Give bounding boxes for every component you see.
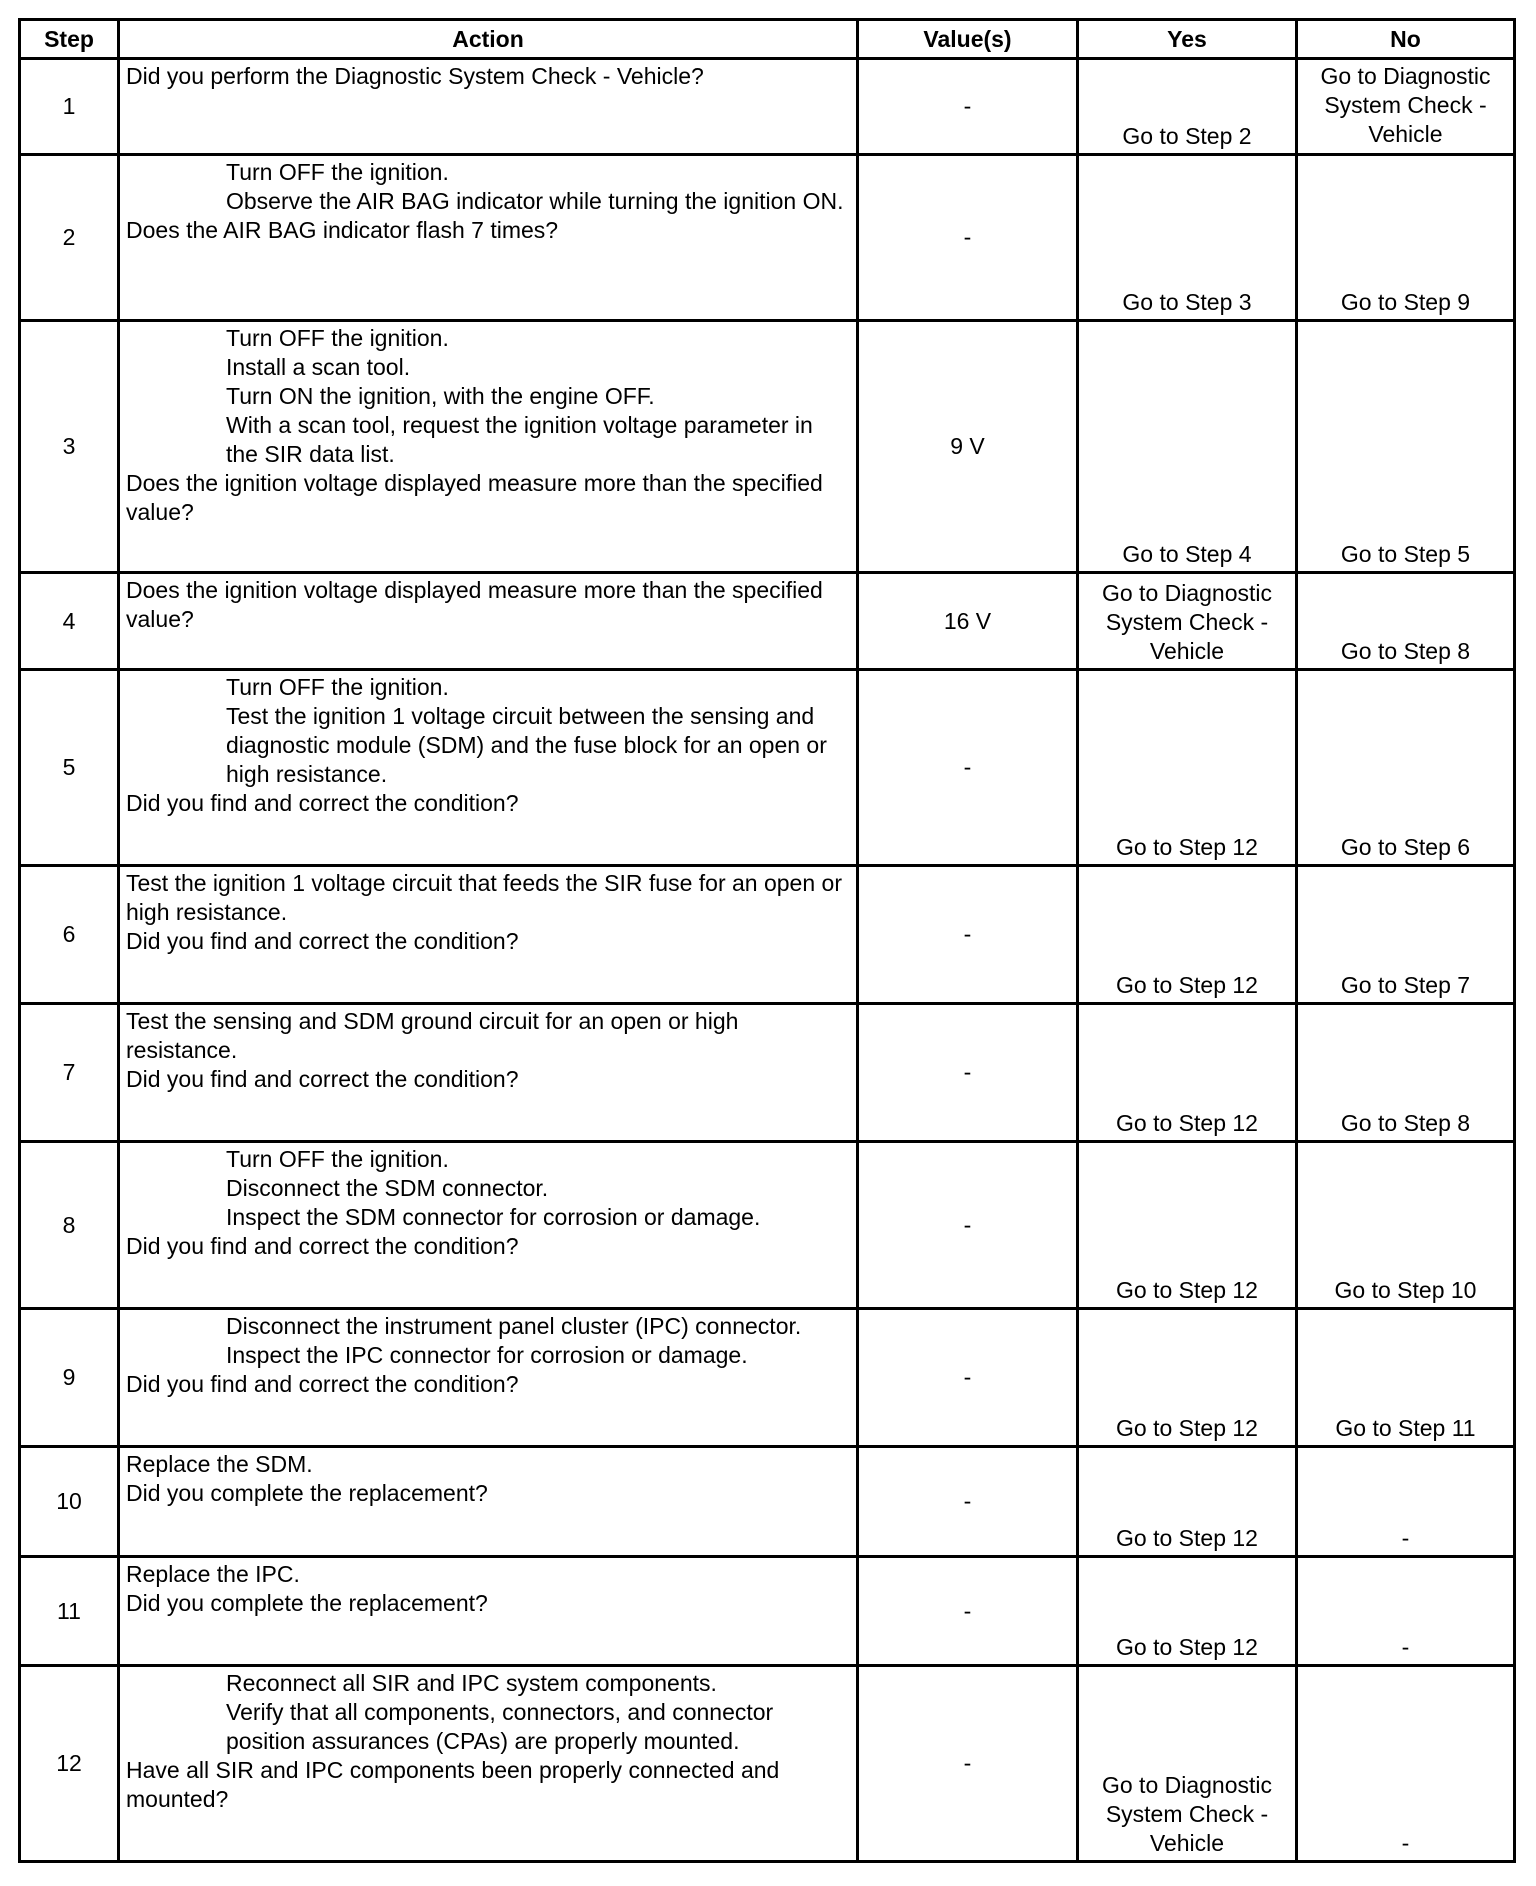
no-cell: -: [1297, 1447, 1515, 1557]
instruction-line: Turn OFF the ignition.: [226, 1146, 449, 1172]
value-cell: 9 V: [858, 321, 1078, 573]
value-cell: -: [858, 670, 1078, 866]
action-question: Did you find and correct the condition?: [126, 1371, 519, 1397]
yes-cell: Go to Step 12: [1078, 1309, 1297, 1447]
yes-cell: Go to Step 12: [1078, 1447, 1297, 1557]
table-row: [20, 1557, 1515, 1666]
value-cell: -: [858, 1666, 1078, 1862]
yes-cell: Go to Step 4: [1078, 321, 1297, 573]
step-number: 9: [20, 1309, 119, 1447]
action-question: Did you perform the Diagnostic System Check - Vehicle?: [126, 63, 704, 89]
header-step: Step: [20, 20, 119, 59]
action-cell: [119, 1142, 858, 1309]
header-values: Value(s): [858, 20, 1078, 59]
action-instructions: [126, 324, 850, 469]
action-cell: [119, 59, 858, 155]
step-number: 5: [20, 670, 119, 866]
yes-cell: Go to Diagnostic System Check - Vehicle: [1078, 1666, 1297, 1862]
action-question: Did you find and correct the condition?: [126, 1233, 519, 1259]
no-cell: Go to Step 8: [1297, 1004, 1515, 1142]
table-row: [20, 866, 1515, 1004]
action-question: Did you find and correct the condition?: [126, 1066, 519, 1092]
header-row: [20, 20, 1515, 59]
step-number: 8: [20, 1142, 119, 1309]
step-number: 4: [20, 573, 119, 670]
step-number: 11: [20, 1557, 119, 1666]
yes-cell: Go to Step 2: [1078, 59, 1297, 155]
instruction-line: Disconnect the SDM connector.: [226, 1175, 549, 1201]
value-cell: -: [858, 1557, 1078, 1666]
instruction-line: Inspect the SDM connector for corrosion or damage.: [226, 1204, 761, 1230]
step-number: 2: [20, 155, 119, 321]
no-cell: Go to Step 6: [1297, 670, 1515, 866]
yes-cell: Go to Step 12: [1078, 1142, 1297, 1309]
action-lead: Test the sensing and SDM ground circuit for an open or high resistance.: [126, 1008, 739, 1063]
table-row: [20, 1666, 1515, 1862]
header-action: Action: [119, 20, 858, 59]
action-question: Have all SIR and IPC components been properly connected and mounted?: [126, 1757, 780, 1812]
action-question: Did you find and correct the condition?: [126, 790, 519, 816]
value-cell: -: [858, 155, 1078, 321]
action-question: Did you complete the replacement?: [126, 1480, 488, 1506]
no-cell: Go to Step 7: [1297, 866, 1515, 1004]
action-instructions: [126, 1312, 850, 1370]
action-question: Did you complete the replacement?: [126, 1590, 488, 1616]
value-cell: -: [858, 59, 1078, 155]
yes-cell: Go to Step 12: [1078, 1557, 1297, 1666]
no-cell: -: [1297, 1557, 1515, 1666]
step-number: 6: [20, 866, 119, 1004]
table-row: [20, 321, 1515, 573]
yes-cell: Go to Step 12: [1078, 866, 1297, 1004]
action-cell: [119, 1004, 858, 1142]
action-cell: [119, 155, 858, 321]
step-number: 12: [20, 1666, 119, 1862]
value-cell: -: [858, 866, 1078, 1004]
no-cell: -: [1297, 1666, 1515, 1862]
header-no: No: [1297, 20, 1515, 59]
diagnostic-table: [18, 18, 1516, 1863]
table-wrapper: [18, 18, 1516, 1863]
action-question: Does the ignition voltage displayed measure more than the specified value?: [126, 577, 823, 632]
instruction-line: Turn OFF the ignition.: [226, 325, 449, 351]
table-row: [20, 670, 1515, 866]
header-yes: Yes: [1078, 20, 1297, 59]
action-question: Does the AIR BAG indicator flash 7 times?: [126, 217, 559, 243]
instruction-line: Reconnect all SIR and IPC system components.: [226, 1670, 717, 1696]
no-cell: Go to Step 11: [1297, 1309, 1515, 1447]
yes-cell: Go to Step 12: [1078, 1004, 1297, 1142]
action-cell: [119, 573, 858, 670]
table-row: [20, 1142, 1515, 1309]
action-cell: [119, 866, 858, 1004]
table-row: [20, 1447, 1515, 1557]
action-cell: [119, 1447, 858, 1557]
no-cell: Go to Diagnostic System Check - Vehicle: [1297, 59, 1515, 155]
no-cell: Go to Step 8: [1297, 573, 1515, 670]
yes-cell: Go to Step 12: [1078, 670, 1297, 866]
no-cell: Go to Step 5: [1297, 321, 1515, 573]
instruction-line: With a scan tool, request the ignition voltage parameter in the SIR data list.: [226, 412, 813, 467]
table-row: [20, 573, 1515, 670]
instruction-line: Turn OFF the ignition.: [226, 159, 449, 185]
action-instructions: [126, 1669, 850, 1756]
action-question: Did you find and correct the condition?: [126, 928, 519, 954]
instruction-line: Disconnect the instrument panel cluster (IPC) connector.: [226, 1313, 802, 1339]
value-cell: 16 V: [858, 573, 1078, 670]
instruction-line: Test the ignition 1 voltage circuit between the sensing and diagnostic module (SDM) and the fuse block for an open or high resistance.: [226, 703, 827, 787]
table-row: [20, 59, 1515, 155]
action-cell: [119, 1666, 858, 1862]
action-cell: [119, 670, 858, 866]
instruction-line: Observe the AIR BAG indicator while turning the ignition ON.: [226, 188, 844, 214]
instruction-line: Inspect the IPC connector for corrosion or damage.: [226, 1342, 748, 1368]
value-cell: -: [858, 1447, 1078, 1557]
table-row: [20, 155, 1515, 321]
action-lead: Test the ignition 1 voltage circuit that feeds the SIR fuse for an open or high resistance.: [126, 870, 842, 925]
action-cell: [119, 321, 858, 573]
instruction-line: Turn OFF the ignition.: [226, 674, 449, 700]
instruction-line: Turn ON the ignition, with the engine OFF.: [226, 383, 655, 409]
action-instructions: [126, 158, 850, 216]
step-number: 10: [20, 1447, 119, 1557]
value-cell: -: [858, 1004, 1078, 1142]
action-lead: Replace the SDM.: [126, 1451, 313, 1477]
action-cell: [119, 1309, 858, 1447]
instruction-line: Verify that all components, connectors, and connector position assurances (CPAs) are properly mounted.: [226, 1699, 774, 1754]
no-cell: Go to Step 9: [1297, 155, 1515, 321]
action-instructions: [126, 1145, 850, 1232]
step-number: 7: [20, 1004, 119, 1142]
yes-cell: Go to Diagnostic System Check - Vehicle: [1078, 573, 1297, 670]
action-question: Does the ignition voltage displayed measure more than the specified value?: [126, 470, 823, 525]
step-number: 1: [20, 59, 119, 155]
instruction-line: Install a scan tool.: [226, 354, 411, 380]
action-cell: [119, 1557, 858, 1666]
step-number: 3: [20, 321, 119, 573]
value-cell: -: [858, 1309, 1078, 1447]
action-lead: Replace the IPC.: [126, 1561, 300, 1587]
table-row: [20, 1309, 1515, 1447]
value-cell: -: [858, 1142, 1078, 1309]
table-row: [20, 1004, 1515, 1142]
no-cell: Go to Step 10: [1297, 1142, 1515, 1309]
yes-cell: Go to Step 3: [1078, 155, 1297, 321]
action-instructions: [126, 673, 850, 789]
